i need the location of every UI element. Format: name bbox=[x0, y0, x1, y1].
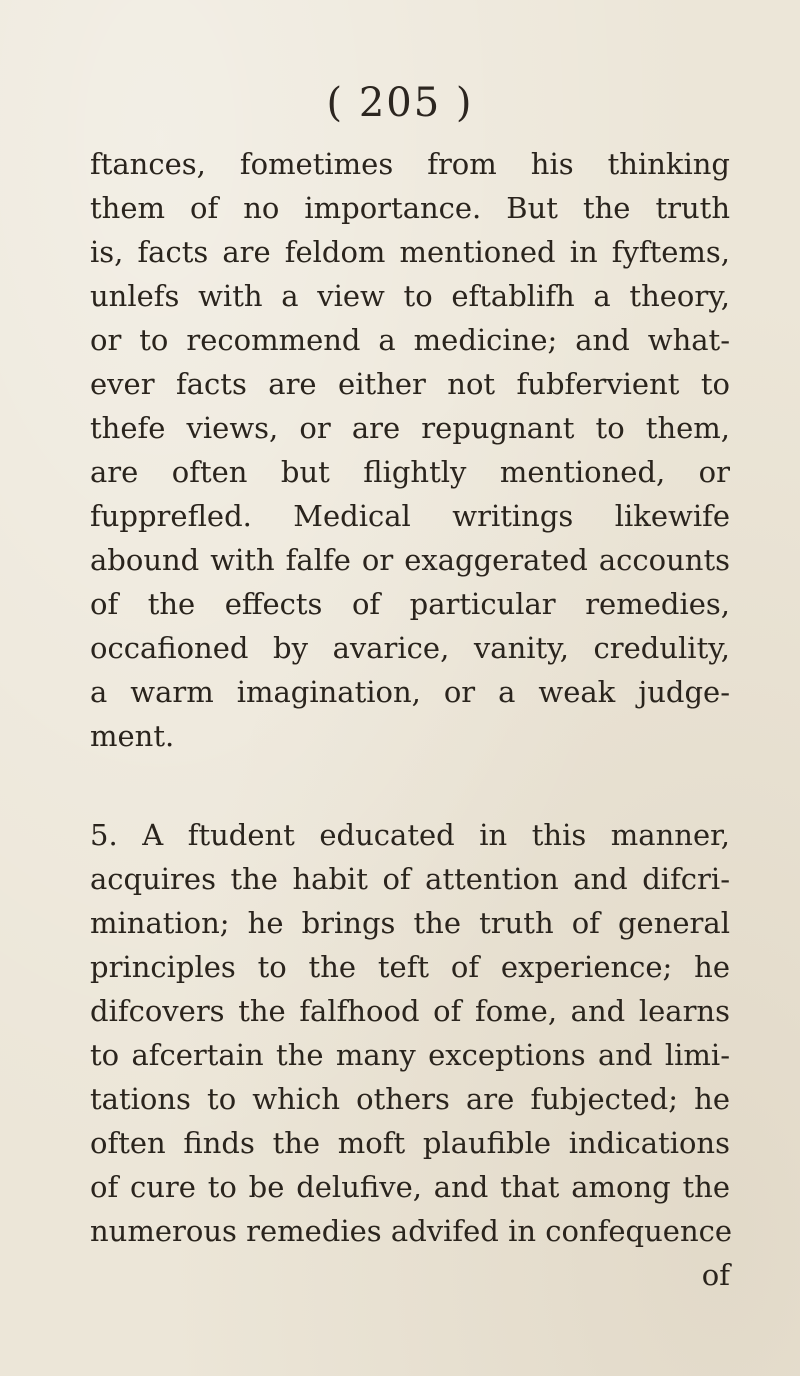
paragraph-2 bbox=[90, 813, 733, 1253]
catchword: of bbox=[701, 1258, 730, 1292]
text-line: occafioned by avarice, vanity, credulity, bbox=[90, 631, 730, 665]
paragraph-1 bbox=[90, 142, 730, 758]
text-line: of the effects of particular remedies, bbox=[90, 587, 730, 621]
text-line: thefe views, or are repugnant to them, bbox=[90, 411, 730, 445]
text-line: to afcertain the many exceptions and limi- bbox=[90, 1038, 730, 1072]
text-line: difcovers the falfhood of fome, and learns bbox=[90, 994, 730, 1028]
text-line: ment. bbox=[90, 719, 175, 753]
text-line: ever facts are either not fubfervient to bbox=[90, 367, 730, 401]
text-line: principles to the teft of experience; he bbox=[90, 950, 730, 984]
text-line: them of no importance. But the truth bbox=[90, 191, 730, 225]
text-line: often finds the moft plaufible indications bbox=[90, 1126, 730, 1160]
text-line: or to recommend a medicine; and what- bbox=[90, 323, 730, 357]
text-line: fupprefled. Medical writings likewife bbox=[90, 499, 730, 533]
text-line: of cure to be delufive, and that among the bbox=[90, 1170, 730, 1204]
text-line: 5. A ftudent educated in this manner, bbox=[90, 818, 730, 852]
text-line: are often but flightly mentioned, or bbox=[90, 455, 730, 489]
text-line: mination; he brings the truth of general bbox=[90, 906, 730, 940]
page-number-header: ( 205 ) bbox=[326, 80, 474, 126]
body-text bbox=[90, 142, 733, 1297]
text-line: tations to which others are fubjected; he bbox=[90, 1082, 730, 1116]
paragraph-gap bbox=[90, 758, 730, 813]
text-line: acquires the habit of attention and difcri- bbox=[90, 862, 730, 896]
text-line: abound with falfe or exaggerated accounts bbox=[90, 543, 730, 577]
text-line: is, facts are feldom mentioned in fyftems, bbox=[90, 235, 730, 269]
text-line: a warm imagination, or a weak judge- bbox=[90, 675, 730, 709]
text-line: ftances, fometimes from his thinking bbox=[90, 147, 730, 181]
text-line: unlefs with a view to eftablifh a theory, bbox=[90, 279, 730, 313]
text-line: numerous remedies advifed in confequence bbox=[90, 1214, 733, 1248]
